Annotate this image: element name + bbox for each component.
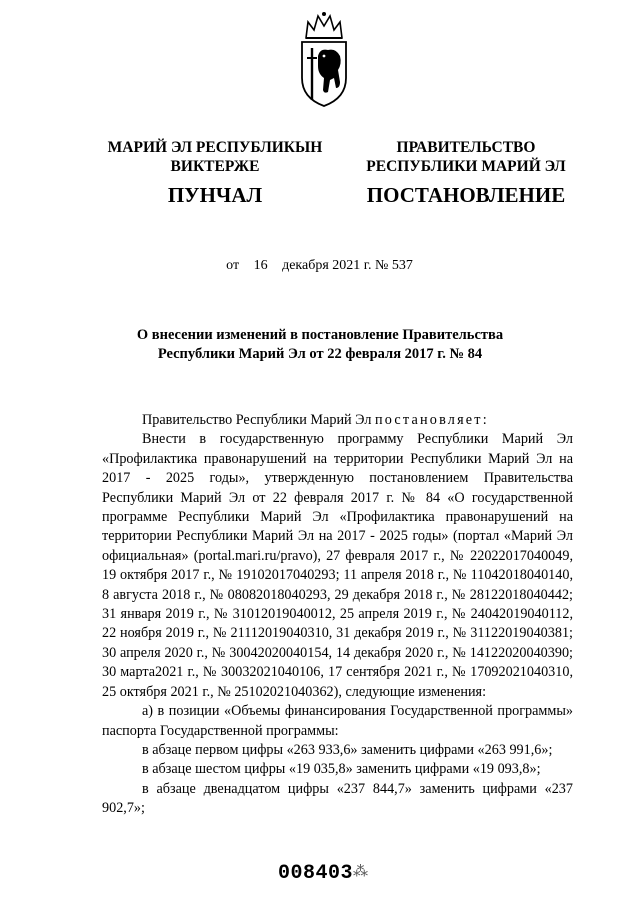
footer-mark: ⁂ [353,864,368,880]
header-left [95,138,335,176]
header-right [352,138,580,176]
paragraph-sixth-abzac: в абзаце шестом цифры «19 035,8» заменить цифрами «19 093,8»; [142,761,541,778]
paragraph-item-a: а) в позиции «Объемы финансирования Государственной программы» паспорта Государственной программы: [102,703,573,739]
paragraph-resolution [102,411,573,430]
header-right-line1: ПРАВИТЕЛЬСТВО [396,139,536,156]
paragraph-first-abzac: в абзаце первом цифры «263 933,6» заменить цифрами «263 991,6»; [142,741,553,758]
doc-type-left: ПУНЧАЛ [167,183,263,207]
header-left-line1: МАРИЙ ЭЛ РЕСПУБЛИКЫН [107,139,323,156]
doc-type-right: ПОСТАНОВЛЕНИЕ [366,183,566,207]
document-body [102,411,573,819]
resolution-verb: постановляет: [374,412,489,428]
date-line [0,258,639,274]
date-day: 16 [253,258,268,273]
header-right-line2: РЕСПУБЛИКИ МАРИЙ ЭЛ [366,158,566,175]
coat-of-arms-emblem [296,8,352,108]
paragraph-main: Внести в государственную программу Республики Марий Эл «Профилактика правонарушений на территории Республики Марий Эл на 2017 - 2025 годы», утвержденную постановлением Правительства Республики Марий Эл от 22 февраля 2017 г. № 84 «О государственной программе Республики Марий Эл «Профилактика правонарушений на территории Республики Марий Эл на 2017 - 2025 годы» (портал «Марий Эл официальная» (portal.mari.ru/pravo), 27 февраля 2017 г., № 22022017040049, 19 октября 2017 г., № 19102017040293; 11 апреля 2018 г., № 11042018040140, 8 августа 2018 г., № 08082018040293, 29 декабря 2018 г., № 28122018040442; 31 января 2019 г., № 31012019040012, 25 апреля 2019 г., № 24042019040112, 22 ноября 2019 г., № 21112019040310, 31 декабря 2019 г., № 31122019040381; 30 апреля 2020 г., № 30042020040154, 14 декабря 2020 г., № 14122020040390; 30 марта2021 г., № 30032021040106, 17 сентября 2021 г., № 17092021040310, 25 октября 2021 г., № 25102021040362), следующие изменения: [102,431,573,700]
resolution-text: Правительство Республики Марий Эл [142,412,375,428]
serial-number: 008403 [278,862,354,885]
date-prefix: от [226,258,240,273]
header-left-line2: ВИКТЕРЖЕ [170,158,260,175]
document-title [80,326,560,364]
paragraph-twelfth-abzac: в абзаце двенадцатом цифры «237 844,7» заменить цифрами «237 902,7»; [102,780,573,817]
date-rest: декабря 2021 г. № [282,258,389,273]
document-number: 537 [391,258,413,273]
title-line1: О внесении изменений в постановление Правительства [136,327,504,343]
title-line2: Республики Марий Эл от 22 февраля 2017 г. № 84 [157,346,483,362]
